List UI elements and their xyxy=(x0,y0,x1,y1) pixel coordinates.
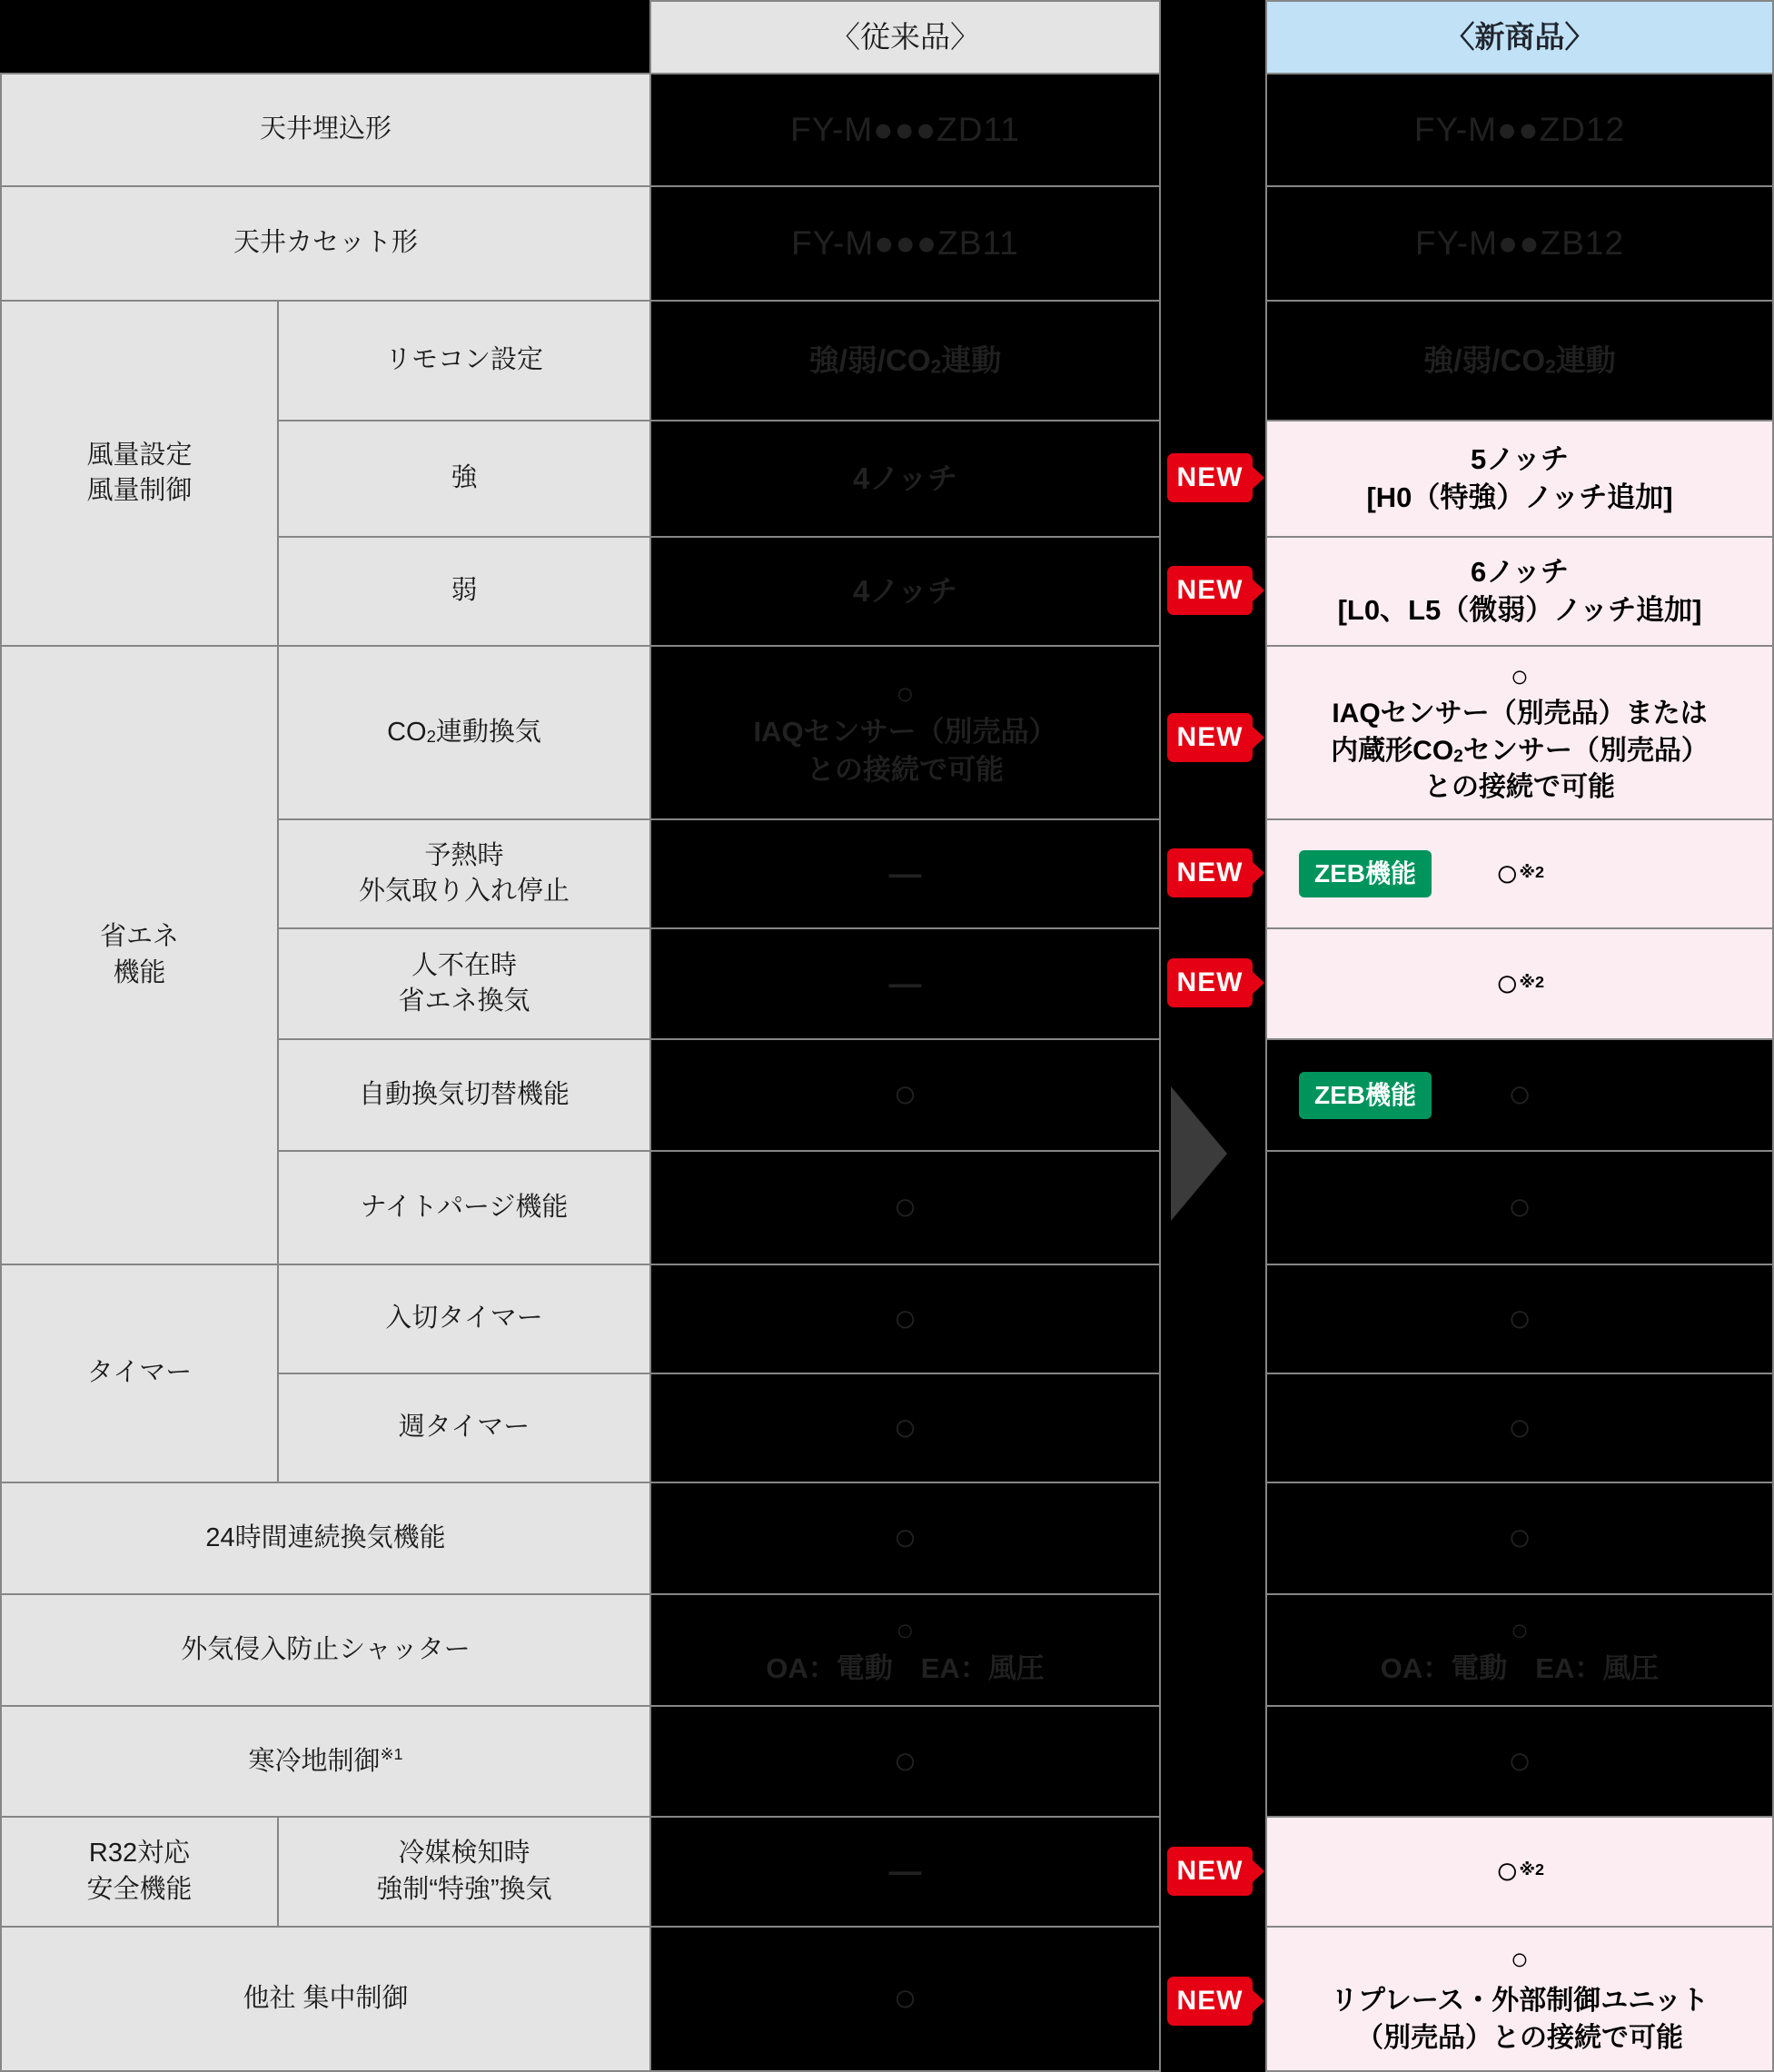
new-badge: NEW xyxy=(1167,958,1253,1007)
cell-new-weekly-timer xyxy=(1265,1373,1774,1482)
cell-old-co2-ventilation: ○ IAQセンサー（別売品） との接続で可能 xyxy=(649,645,1161,818)
group-label-airflow: 風量設定 風量制御 xyxy=(0,300,277,645)
dash-mark: — xyxy=(888,964,922,1002)
cell-old-preheat-stop xyxy=(649,818,1161,927)
circle-mark: ○ xyxy=(1507,1404,1532,1450)
circle-mark: ○ xyxy=(1494,850,1520,896)
cell-new-24h-ventilation xyxy=(1265,1482,1774,1593)
cell-new-central-control: ○ リプレース・外部制御ユニット （別売品）との接続で可能 xyxy=(1265,1926,1774,2072)
cell-old-low: 4ノッチ xyxy=(649,536,1161,645)
cell-old-central-control xyxy=(649,1926,1161,2072)
row-label-weekly-timer: 週タイマー xyxy=(277,1373,649,1482)
cell-old-weekly-timer xyxy=(649,1373,1161,1482)
cell-old-ceiling-cassette: FY-M●●●ZB11 xyxy=(649,185,1161,300)
circle-mark: ○ xyxy=(893,1185,917,1230)
group-label-r32-safety: R32対応 安全機能 xyxy=(0,1816,277,1926)
cell-new-shutter: ○ OA：電動 EA：風圧 xyxy=(1265,1593,1774,1705)
cell-old-absence-eco xyxy=(649,927,1161,1038)
cell-new-ceiling-cassette: FY-M●●ZB12 xyxy=(1265,185,1774,300)
dash-mark: — xyxy=(888,854,922,892)
cell-new-high: 5ノッチ [H0（特強）ノッチ追加] xyxy=(1265,420,1774,536)
header-old-product xyxy=(649,0,1161,73)
group-label-energy: 省エネ 機能 xyxy=(0,645,277,1264)
row-label-24h-ventilation: 24時間連続換気機能 xyxy=(0,1482,649,1593)
circle-mark: ○ xyxy=(893,1404,917,1450)
circle-mark: ○ xyxy=(896,677,915,712)
circle-mark: ○ xyxy=(893,1738,917,1783)
circle-mark: ○ xyxy=(1507,1738,1532,1783)
circle-mark: ○ xyxy=(893,1295,917,1341)
cell-new-low: 6ノッチ [L0、L5（微弱）ノッチ追加] xyxy=(1265,536,1774,645)
row-label-shutter: 外気侵入防止シャッター xyxy=(0,1593,649,1705)
cell-old-high: 4ノッチ xyxy=(649,420,1161,536)
row-label-refrigerant-detect: 冷媒検知時 強制“特強”換気 xyxy=(277,1816,649,1926)
row-label-night-purge: ナイトパージ機能 xyxy=(277,1150,649,1264)
cell-old-refrigerant-detect xyxy=(649,1816,1161,1926)
row-label-absence-eco: 人不在時 省エネ換気 xyxy=(277,927,649,1038)
circle-mark: ○ xyxy=(1507,1072,1532,1117)
circle-mark: ○ xyxy=(1494,1849,1520,1894)
transition-arrow-icon xyxy=(1171,1086,1227,1221)
cell-new-refrigerant-detect: ○$^{※2}$ xyxy=(1265,1816,1774,1926)
new-badge: NEW xyxy=(1167,1847,1253,1896)
row-label-central-control: 他社 集中制御 xyxy=(0,1926,649,2072)
cell-new-remote-setting: 強/弱/CO2連動 xyxy=(1265,300,1774,420)
cell-old-24h-ventilation xyxy=(649,1482,1161,1593)
new-badge: NEW xyxy=(1167,566,1253,615)
circle-mark: ○ xyxy=(1507,1185,1532,1230)
cell-old-shutter: ○ OA：電動 EA：風圧 xyxy=(649,1593,1161,1705)
cell-old-ceiling-embedded: FY-M●●●ZD11 xyxy=(649,73,1161,185)
new-badge: NEW xyxy=(1167,713,1253,762)
row-label-low: 弱 xyxy=(277,536,649,645)
circle-mark: ○ xyxy=(893,1976,917,2021)
circle-mark: ○ xyxy=(1494,960,1520,1006)
row-label-auto-switch: 自動換気切替機能 xyxy=(277,1038,649,1150)
row-label-high: 強 xyxy=(277,420,649,536)
row-label-cold-region: 寒冷地制御$^{※1}$ xyxy=(0,1705,649,1816)
circle-mark: ○ xyxy=(1507,1295,1532,1341)
cell-old-cold-region xyxy=(649,1705,1161,1816)
cell-old-auto-switch xyxy=(649,1038,1161,1150)
new-badge: NEW xyxy=(1167,1977,1253,2026)
circle-mark: ○ xyxy=(893,1072,917,1117)
circle-mark: ○ xyxy=(1510,659,1530,695)
header-old-label: 〈従来品〉 xyxy=(830,19,980,54)
circle-mark: ○ xyxy=(1507,1515,1532,1561)
row-label-remote-setting: リモコン設定 xyxy=(277,300,649,420)
group-label-timer: タイマー xyxy=(0,1264,277,1482)
cell-old-remote-setting: 強/弱/CO2連動 xyxy=(649,300,1161,420)
dash-mark: — xyxy=(888,1852,922,1890)
header-new-product xyxy=(1265,0,1774,73)
cell-new-ceiling-embedded: FY-M●●ZD12 xyxy=(1265,73,1774,185)
circle-mark: ○ xyxy=(896,1613,915,1649)
zeb-badge: ZEB機能 xyxy=(1299,1072,1432,1119)
cell-new-night-purge xyxy=(1265,1150,1774,1264)
cell-new-absence-eco: ○$^{※2}$ xyxy=(1265,927,1774,1038)
cell-new-preheat-stop: ZEB機能 ○$^{※2}$ xyxy=(1265,818,1774,927)
row-label-preheat-stop: 予熱時 外気取り入れ停止 xyxy=(277,818,649,927)
circle-mark: ○ xyxy=(1510,1613,1530,1649)
cell-new-cold-region xyxy=(1265,1705,1774,1816)
divider-column xyxy=(1161,0,1265,2072)
header-corner-blank xyxy=(0,0,649,73)
cell-new-co2-ventilation: ○ IAQセンサー（別売品）または 内蔵形CO2センサー（別売品） との接続で可能 xyxy=(1265,645,1774,818)
zeb-badge: ZEB機能 xyxy=(1299,850,1432,897)
circle-mark: ○ xyxy=(893,1515,917,1561)
row-label-co2-ventilation: CO2連動換気 xyxy=(277,645,649,818)
row-label-ceiling-embedded: 天井埋込形 xyxy=(0,73,649,185)
cell-new-onoff-timer xyxy=(1265,1264,1774,1373)
header-new-label: 〈新商品〉 xyxy=(1444,19,1595,54)
cell-new-auto-switch xyxy=(1265,1038,1774,1150)
cell-old-night-purge xyxy=(649,1150,1161,1264)
cell-old-onoff-timer xyxy=(649,1264,1161,1373)
new-badge: NEW xyxy=(1167,848,1253,897)
new-badge: NEW xyxy=(1167,453,1253,502)
circle-mark: ○ xyxy=(1510,1941,1530,1977)
row-label-ceiling-cassette: 天井カセット形 xyxy=(0,185,649,300)
row-label-onoff-timer: 入切タイマー xyxy=(277,1264,649,1373)
